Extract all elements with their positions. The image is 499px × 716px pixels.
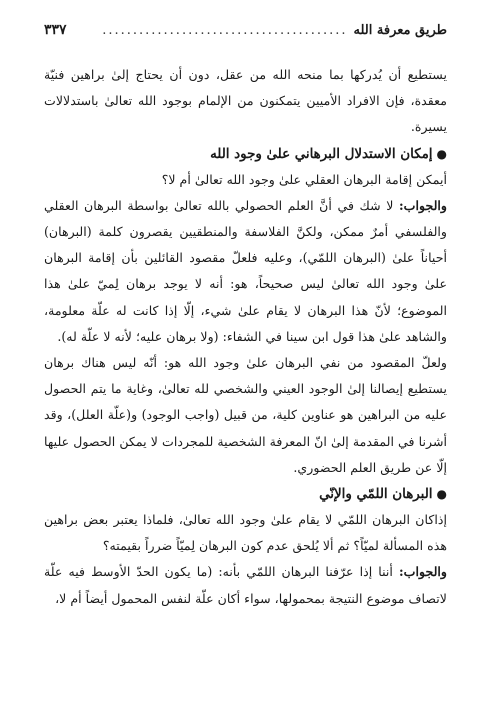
answer-text: أننا إذا عرّفنا البرهان اللمّي بأنه: (ما يكون الحدّ الأوسط فيه علّة لاتصاف موضوع النتيجة بمحمولها، سواء أكان علّة لنفس المحمول أيضاً أم لا، [44, 564, 447, 606]
answer-label: والجواب: [398, 564, 447, 580]
bullet-icon: ● [436, 146, 447, 161]
question-paragraph: إذاكان البرهان اللمّي لا يقام علىٰ وجود الله تعالىٰ، فلماذا يعتبر بعض براهين هذه المسألة لميّاً؟ ثم ألا يُلحق عدم كون البرهان لِميّاً ضرراً بقيمته؟ [44, 512, 447, 554]
running-header-title: طريق معرفة الله [353, 23, 447, 38]
section-heading-limmi-inni [44, 481, 447, 507]
answer-paragraph [44, 193, 447, 350]
answer-label: والجواب: [398, 197, 447, 213]
running-header [44, 22, 447, 44]
page-body [44, 62, 447, 612]
section-heading-text: البرهان اللمّي والإنّي [319, 486, 433, 503]
body-paragraph: ولعلّ المقصود من نفي البرهان علىٰ وجود الله هو: أنّه ليس هناك برهان يستطيع إيصالنا إلىٰ الوجود العيني والشخصي لله تعالىٰ، وغاية ما يتم الحصول عليه من البراهين هو عناوين كلية، من قبيل (واجب الوجود) و(علّة العلل)، وقد أشرنا في المقدمة إلىٰ انّ المعرفة الشخصية للمجردات لا يمكن الحصول عليها إلّا عن طريق العلم الحضوري. [44, 355, 447, 475]
section-heading-text: إمكان الاستدلال البرهاني علىٰ وجود الله [210, 145, 433, 162]
leader-dots: ........................................ [102, 23, 348, 38]
bullet-icon: ● [436, 487, 447, 502]
answer-paragraph [44, 559, 447, 611]
intro-paragraph: يستطيع أن يُدركها بما منحه الله من عقل، دون أن يحتاج إلىٰ براهين فنيّة معقدة، فإن الافراد الأميين يتمكنون من الإلمام بوجود الله تعالىٰ باستدلالات يسيرة. [44, 67, 447, 135]
question-paragraph: أيمكن إقامة البرهان العقلي علىٰ وجود الله تعالىٰ أم لا؟ [161, 171, 447, 187]
section-heading-possibility [44, 141, 447, 167]
answer-text: لا شك في أنَّ العلم الحصولي بالله تعالىٰ بواسطة البرهان العقلي والفلسفي أمرٌ ممكن، ولكنَّ الفلاسفة والمنطقيين يقصرون كلمة (البرهان) أحياناً علىٰ (البرهان اللمّي)، وعليه فلعلّ مقصود القائلين بأن إقامة البرهان علىٰ وجود الله تعالىٰ ليس صحيحاً، هو: أنه لا يوجد برهان لِميّ علىٰ هذا الموضوع؛ لأنّ هذا البرهان لا يقام علىٰ شيء، إلّا إذا كانت له علّة معلومة، والشاهد علىٰ هذا قول ابن سينا في الشفاء: (ولا برهان عليه؛ لأنه لا علّة له). [44, 197, 447, 344]
page-number: ٣٣٧ [44, 22, 67, 38]
